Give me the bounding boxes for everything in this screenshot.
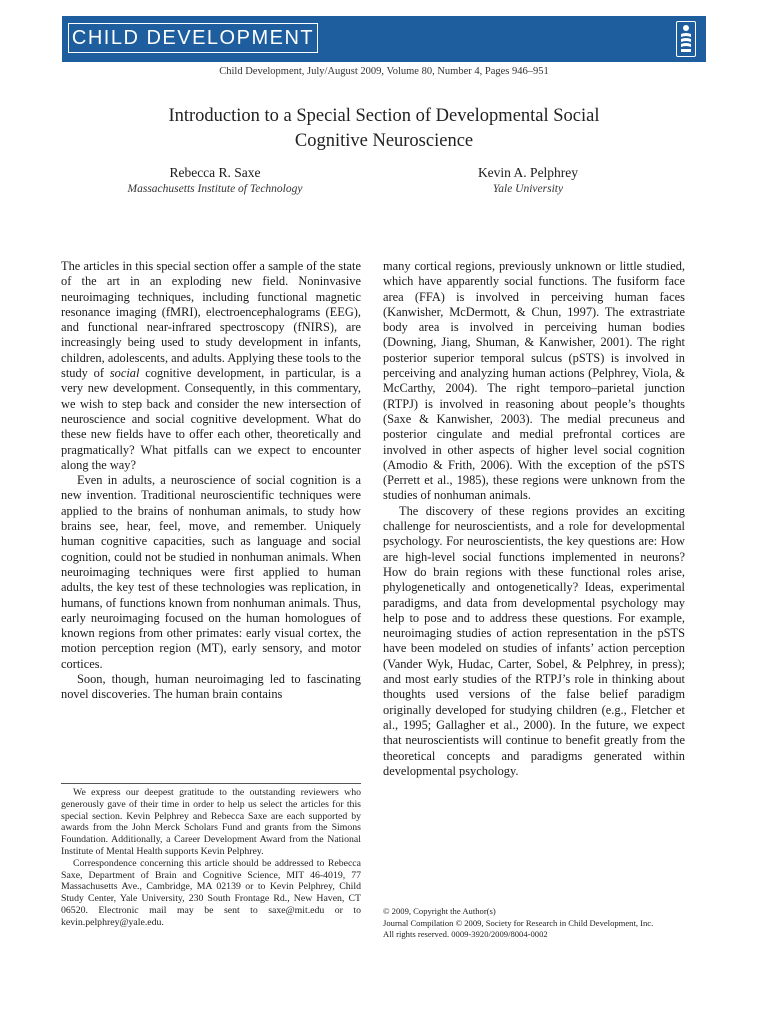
footnote-divider bbox=[61, 783, 361, 784]
footnote-acknowledgment: We express our deepest gratitude to the outstanding reviewers who generously gave of their time in order to help us select the articles for this special section. Kevin Pelphrey and Rebecca Saxe are each supported by awards from the John Merck Scholars Fund and grants from the Simons Foundation. Additionally, a Career Development Award from the National Institute of Mental Health supports Kevin Pelphrey. bbox=[61, 787, 361, 857]
author-2-name: Kevin A. Pelphrey bbox=[477, 165, 579, 180]
copyright-line-2: Journal Compilation © 2009, Society for Research in Child Development, Inc. bbox=[383, 917, 654, 928]
title-line-2: Cognitive Neuroscience bbox=[294, 131, 474, 151]
journal-name: CHILD DEVELOPMENT bbox=[71, 27, 315, 49]
copyright-notice bbox=[383, 906, 703, 941]
paragraph-2: Even in adults, a neuroscience of social cognition is a new invention. Traditional neuroscientific techniques were applied to the brains of nonhuman animals, to study how brains see, hear, feel, move, and remember. Uniquely human cognitive capacities, such as language and social cognition, could not be studied in nonhuman animals. When neuroimaging techniques were first applied to human adults, the key test of these technologies was replication, in humans, of functions known from nonhuman animals. Thus, early neuroimaging focused on the human homologues of known regions from other primates: early visual cortex, the motion perception region (MT), early sensory, and motor cortices. bbox=[61, 473, 361, 671]
title-line-1: Introduction to a Special Section of Developmental Social bbox=[168, 106, 600, 126]
srcd-logo-icon bbox=[676, 21, 696, 57]
author-2-affiliation: Yale University bbox=[492, 183, 564, 195]
author-2 bbox=[418, 164, 638, 198]
paragraph-4: many cortical regions, previously unknown or little studied, which have apparently social functions. The fusiform face area (FFA) is involved in perceiving human faces (Kanwisher, McDermott, & Chun, 1997). The extrastriate body area is involved in perceiving human bodies (Downing, Jiang, Shuman, & Kanwisher, 2001). The right posterior superior temporal sulcus (pSTS) is involved in perceiving and analyzing human actions (Pelphrey, Viola, & McCarthy, 2004). The right temporo–parietal junction (RTPJ) is involved in reasoning about people’s thoughts (Saxe & Kanwisher, 2003). The medial precuneus and posterior cingulate and medial prefrontal cortices are involved in other aspects of higher level social cognition (Amodio & Frith, 2006). With the exception of the pSTS (Perrett et al., 1985), these regions were unknown from the studies of nonhuman animals. bbox=[383, 259, 685, 503]
journal-masthead bbox=[62, 16, 706, 62]
paragraph-1 bbox=[61, 259, 361, 473]
author-1-name: Rebecca R. Saxe bbox=[169, 165, 261, 180]
body-column-right bbox=[383, 259, 685, 779]
author-1 bbox=[100, 164, 330, 198]
paragraph-3: Soon, though, human neuroimaging led to fascinating novel discoveries. The human brain contains bbox=[61, 672, 361, 702]
paragraph-1-text-a: The articles in this special section offer a sample of the state of the art in an exploding new field. Noninvasive neuroimaging techniques, including functional magnetic resonance imaging (fMRI), electroencephalograms (EEG), and functional near-infrared spectroscopy (fNIRS), are increasingly being used to study development in infants, children, adolescents, and adults. Applying these tools to the study of bbox=[61, 259, 361, 381]
journal-name-box bbox=[68, 23, 318, 53]
footnote-correspondence: Correspondence concerning this article should be addressed to Rebecca Saxe, Department of Brain and Cognitive Science, MIT 46-4019, 77 Massachusetts Ave., Cambridge, MA 02139 or to Kevin Pelphrey, Child Study Center, Yale University, 230 South Frontage Rd., New Haven, CT 06520. Electronic mail may be sent to saxe@mit.edu or to kevin.pelphrey@yale.edu. bbox=[61, 857, 361, 928]
body-column-left bbox=[61, 259, 361, 703]
footnotes bbox=[61, 787, 361, 929]
paragraph-1-text-b: cognitive development, in particular, is a very new development. Consequently, in this commentary, we wish to step back and consider the new intersection of neuroscience and social cognitive development. What do these new fields have to offer each other, theoretically and pragmatically? What pitfalls can we expect to encounter along the way? bbox=[61, 366, 361, 472]
article-title bbox=[120, 104, 648, 154]
copyright-line-3: All rights reserved. 0009-3920/2009/8004-0002 bbox=[383, 929, 548, 939]
paragraph-5: The discovery of these regions provides an exciting challenge for neuroscientists, and a role for developmental psychology. For neuroscientists, the key questions are: How are high-level social functions implemented in neurons? How do brain regions with these functional roles arise, phylogenetically and ontogenetically? Ideas, experimental paradigms, and data from developmental psychology may help to pose and to address these questions. For example, neuroimaging studies of action representation in the pSTS have been modeled on studies of infants’ action perception (Vander Wyk, Hudac, Carter, Sobel, & Pelphrey, in press); and most early studies of the RTPJ’s role in thinking about thoughts used versions of the false belief paradigm originally developed for studying children (e.g., Fletcher et al., 1995; Gallagher et al., 2000). In the future, we expect that neuroscientists will continue to benefit greatly from the theoretical concepts and paradigms generated within developmental psychology. bbox=[383, 503, 685, 778]
author-1-affiliation: Massachusetts Institute of Technology bbox=[127, 183, 303, 195]
copyright-line-1: © 2009, Copyright the Author(s) bbox=[383, 906, 496, 916]
citation-line: Child Development, July/August 2009, Volume 80, Number 4, Pages 946–951 bbox=[219, 66, 549, 77]
paragraph-1-emphasis: social bbox=[109, 366, 140, 381]
